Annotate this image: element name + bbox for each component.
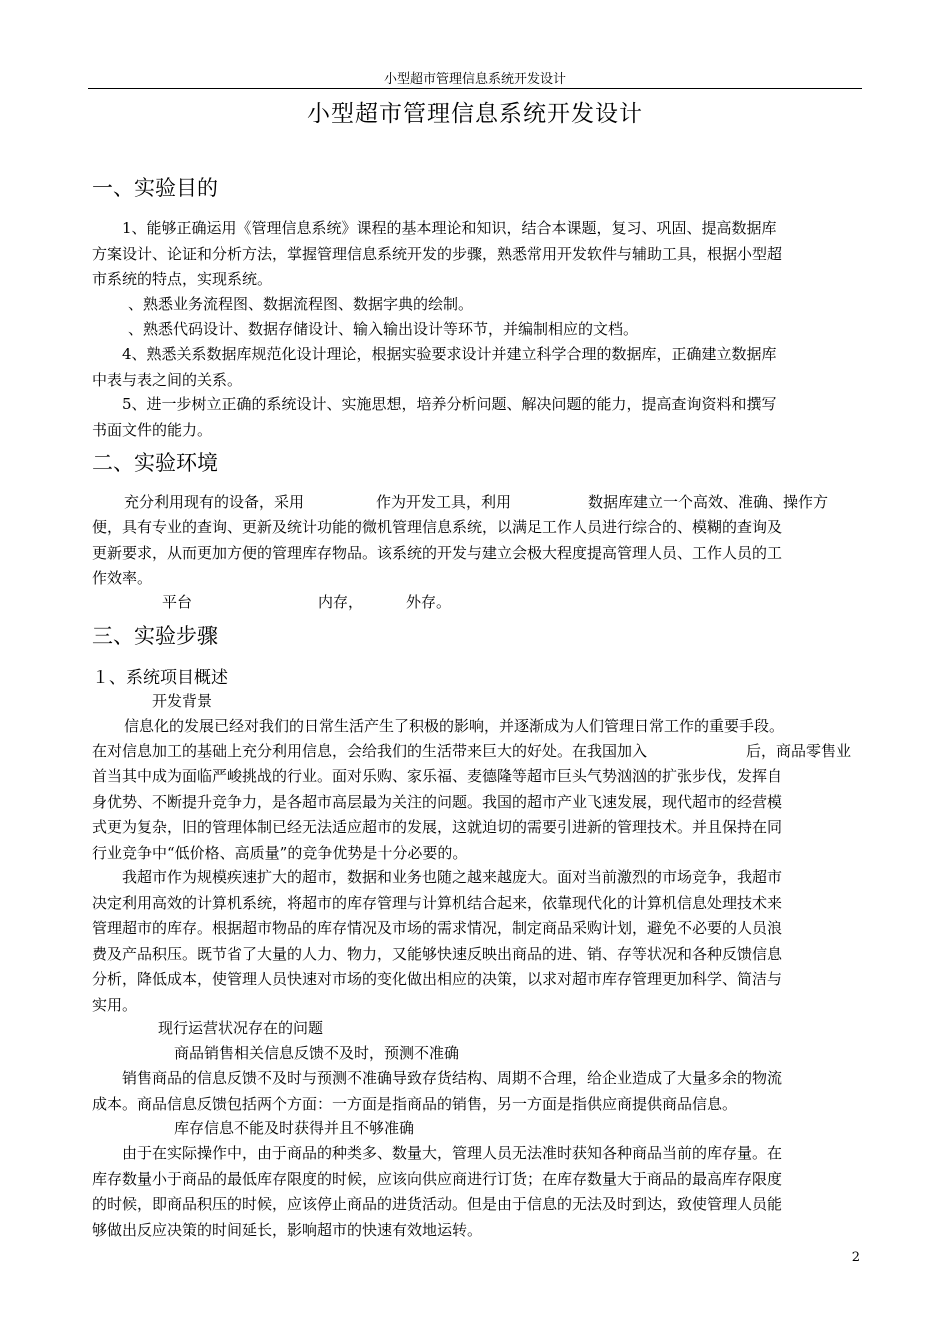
background-line-2b: 后，商品零售业 xyxy=(746,742,852,760)
purpose-paragraph-2: 、熟悉业务流程图、数据流程图、数据字典的绘制。 xyxy=(128,295,474,313)
page-number: 2 xyxy=(851,1250,860,1265)
text-line: 实用。 xyxy=(92,995,138,1014)
env-line-1b: 作为开发工具，利用 xyxy=(376,493,512,511)
issues-heading: 现行运营状况存在的问题 xyxy=(158,1019,324,1037)
text-line: 4、熟悉关系数据库规范化设计理论，根据实验要求设计并建立科学合理的数据库，正确建立数据库 xyxy=(122,345,777,363)
text-line: 书面文件的能力。 xyxy=(92,420,213,439)
section-heading-purpose: 一、实验目的 xyxy=(92,176,218,200)
section-heading-environment: 二、实验环境 xyxy=(92,451,218,475)
purpose-paragraph-5 xyxy=(92,392,777,443)
text-line: 市系统的特点，实现系统。 xyxy=(92,270,273,288)
text-line: 便，具有专业的查询、更新及统计功能的微机管理信息系统，以满足工作人员进行综合的、模糊的查询及 xyxy=(92,518,783,536)
text-line: 更新要求，从而更加方便的管理库存物品。该系统的开发与建立会极大程度提高管理人员、工作人员的工 xyxy=(92,543,783,562)
issue-2-heading: 库存信息不能及时获得并且不够准确 xyxy=(174,1119,415,1137)
text-line: 首当其中成为面临严峻挑战的行业。面对乐购、家乐福、麦德隆等超市巨头气势汹汹的扩张步伐，发挥自 xyxy=(92,767,783,785)
purpose-paragraph-1 xyxy=(92,216,782,293)
background-paragraph-2 xyxy=(92,865,782,1018)
text-line: 行业竞争中“低价格、高质量”的竞争优势是十分必要的。 xyxy=(92,843,468,862)
text-line: 作效率。 xyxy=(92,569,153,587)
subsection-heading-overview: １、系统项目概述 xyxy=(92,668,228,688)
text-line: 够做出反应决策的时间延长，影响超市的快速有效地运转。 xyxy=(92,1220,483,1239)
running-header: 小型超市管理信息系统开发设计 xyxy=(383,72,566,87)
background-line-1: 信息化的发展已经对我们的日常生活产生了积极的影响，并逐渐成为人们管理日常工作的重要手段。 xyxy=(124,717,785,735)
text-line: 我超市作为规模疾速扩大的超市，数据和业务也随之越来越庞大。面对当前激烈的市场竞争，我超市 xyxy=(122,868,783,886)
env-line-1c: 数据库建立一个高效、准确、操作方 xyxy=(588,493,829,511)
text-line: 由于在实际操作中，由于商品的种类多、数量大，管理人员无法准时获知各种商品当前的库存量。在 xyxy=(122,1144,783,1162)
env-paragraph xyxy=(92,515,782,592)
text-line: 身优势、不断提升竞争力，是各超市高层最为关注的问题。我国的超市产业飞速发展，现代超市的经营模 xyxy=(92,792,783,811)
purpose-paragraph-3: 、熟悉代码设计、数据存储设计、输入输出设计等环节，并编制相应的文档。 xyxy=(128,320,639,338)
background-paragraph-1 xyxy=(92,764,782,866)
text-line: 1、能够正确运用《管理信息系统》课程的基本理论和知识，结合本课题，复习、巩固、提高数据库 xyxy=(122,219,777,237)
text-line: 中表与表之间的关系。 xyxy=(92,370,243,389)
text-line: 决定利用高效的计算机系统，将超市的库存管理与计算机结合起来，依靠现代化的计算机信息处理技术来 xyxy=(92,893,783,912)
env-storage: 外存。 xyxy=(406,593,452,611)
issue-1-text xyxy=(92,1066,782,1117)
background-line-2a: 在对信息加工的基础上充分利用信息，会给我们的生活带来巨大的好处。在我国加入 xyxy=(92,742,648,760)
env-line-1a: 充分利用现有的设备，采用 xyxy=(124,493,305,511)
document-title: 小型超市管理信息系统开发设计 xyxy=(307,101,643,127)
text-line: 成本。商品信息反馈包括两个方面：一方面是指商品的销售，另一方面是指供应商提供商品信息。 xyxy=(92,1094,738,1113)
text-line: 销售商品的信息反馈不及时与预测不准确导致存货结构、周期不合理，给企业造成了大量多余的物流 xyxy=(122,1069,783,1087)
issue-2-text xyxy=(92,1141,782,1243)
text-line: 库存数量小于商品的最低库存限度的时候，应该向供应商进行订货；在库存数量大于商品的最高库存限度 xyxy=(92,1169,783,1188)
purpose-paragraph-4 xyxy=(92,342,777,393)
text-line: 式更为复杂，旧的管理体制已经无法适应超市的发展，这就迫切的需要引进新的管理技术。并且保持在同 xyxy=(92,818,783,836)
issue-1-heading: 商品销售相关信息反馈不及时，预测不准确 xyxy=(174,1044,460,1062)
header-rule xyxy=(88,88,862,89)
text-line: 方案设计、论证和分析方法，掌握管理信息系统开发的步骤，熟悉常用开发软件与辅助工具，根据小型超 xyxy=(92,244,783,263)
text-line: 管理超市的库存。根据超市物品的库存情况及市场的需求情况，制定商品采购计划，避免不必要的人员浪 xyxy=(92,919,783,937)
text-line: 的时候，即商品积压的时候，应该停止商品的进货活动。但是由于信息的无法及时到达，致使管理人员能 xyxy=(92,1195,783,1213)
env-memory: 内存， xyxy=(318,593,364,611)
text-line: 费及产品积压。既节省了大量的人力、物力，又能够快速反映出商品的进、销、存等状况和各种反馈信息 xyxy=(92,944,783,963)
text-line: 分析，降低成本，使管理人员快速对市场的变化做出相应的决策，以求对超市库存管理更加科学、简洁与 xyxy=(92,970,783,988)
background-heading: 开发背景 xyxy=(152,692,213,710)
env-platform: 平台 xyxy=(162,593,193,611)
section-heading-steps: 三、实验步骤 xyxy=(92,624,218,648)
text-line: 5、进一步树立正确的系统设计、实施思想，培养分析问题、解决问题的能力，提高查询资料和撰写 xyxy=(122,395,777,413)
